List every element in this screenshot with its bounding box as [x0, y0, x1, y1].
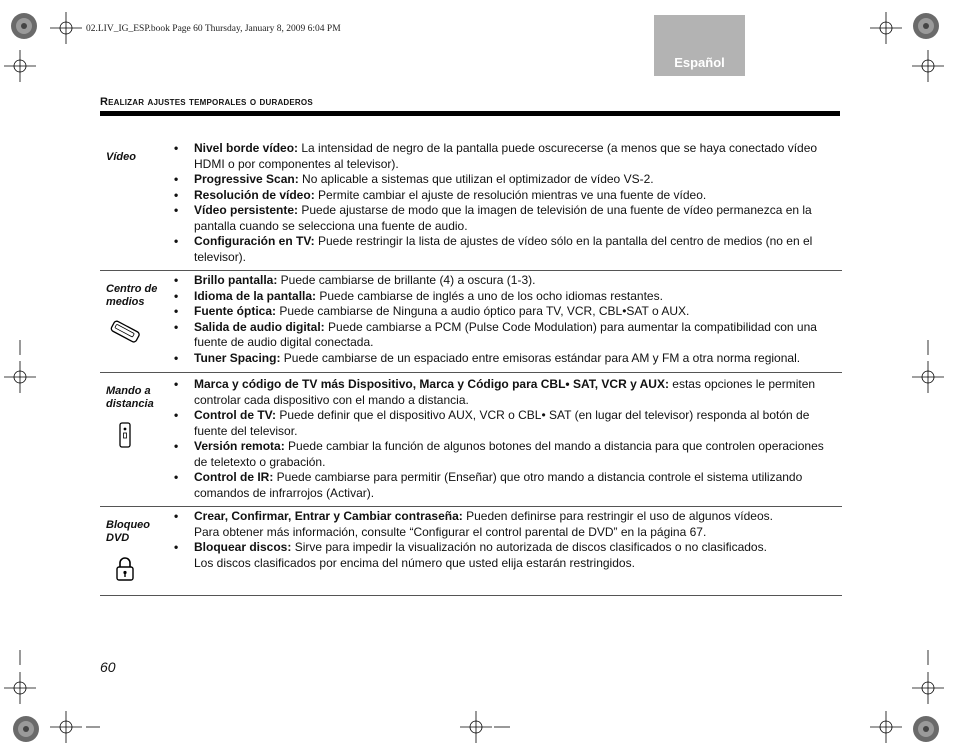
settings-list-video: [174, 141, 840, 265]
list-item: [174, 470, 840, 501]
crosshair-mark: [460, 711, 492, 743]
item-text: Puede cambiarse para permitir (Enseñar) que otro mando a distancia controle el sistema utilizando comandos de infrarrojos (Activar).: [194, 470, 803, 500]
print-header: 02.LIV_IG_ESP.book Page 60 Thursday, January 8, 2009 6:04 PM: [86, 24, 341, 34]
item-text: Puede ajustarse de modo que la imagen de televisión de una fuente de vídeo permanezca en la pantalla cuando se selecciona una fuente de audio.: [194, 203, 812, 233]
crosshair-mark: [4, 50, 36, 82]
remote-control-icon: [118, 422, 132, 448]
language-tab: [654, 15, 745, 76]
item-term: Salida de audio digital:: [194, 319, 325, 334]
category-dvd-lock: Bloqueo DVD: [106, 519, 150, 544]
item-term: Control de TV:: [194, 408, 276, 422]
lock-icon: [115, 556, 135, 582]
item-term: Marca y código de TV más Dispositivo, Marca y Código para CBL• SAT, VCR y AUX:: [194, 377, 669, 391]
list-item: [174, 289, 840, 305]
item-term: Tuner Spacing:: [194, 350, 281, 365]
settings-list-remote-control: [174, 377, 840, 501]
list-item: [174, 540, 840, 556]
crosshair-mark: [4, 361, 36, 393]
crosshair-mark: [870, 12, 902, 44]
section-divider: [100, 270, 842, 271]
item-term: Idioma de la pantalla:: [194, 288, 317, 303]
list-item: [174, 351, 840, 367]
corner-color-ball: [913, 13, 939, 39]
category-media-center: Centro de medios: [106, 283, 158, 308]
settings-list-dvd-lock: [174, 509, 840, 571]
crosshair-mark: [870, 711, 902, 743]
list-item: [174, 188, 840, 204]
list-item: [174, 304, 840, 320]
item-text: La intensidad de negro de la pantalla puede oscurecerse (a menos que se haya conectado vídeo HDMI o por componentes al televisor).: [194, 141, 818, 171]
item-term: Progressive Scan:: [194, 172, 299, 186]
item-text: Puede cambiar la función de algunos botones del mando a distancia para que controlen operaciones de teletexto o grabación.: [194, 439, 824, 469]
item-term: Crear, Confirmar, Entrar y Cambiar contraseña:: [194, 509, 463, 523]
list-item: [174, 439, 840, 470]
language-tab-label: Español: [674, 55, 725, 70]
crosshair-mark: [4, 672, 36, 704]
item-term: Brillo pantalla:: [194, 273, 278, 287]
item-term: Vídeo persistente:: [194, 203, 299, 217]
crosshair-mark: [912, 50, 944, 82]
settings-list-media-center: [174, 273, 840, 366]
list-item: [174, 377, 840, 408]
item-text: No aplicable a sistemas que utilizan el optimizador de vídeo VS-2.: [298, 172, 654, 186]
crosshair-mark: [912, 672, 944, 704]
item-text: estas opciones le permiten controlar cada dispositivo con el mando a distancia.: [194, 377, 816, 407]
item-text: Puede cambiarse a PCM (Pulse Code Modulation) para aumentar la compatibilidad con una fuente de audio digital conectada.: [194, 319, 817, 349]
section-divider: [100, 595, 842, 596]
list-item: [174, 172, 840, 188]
crosshair-mark: [50, 711, 82, 743]
item-text: Puede restringir la lista de ajustes de vídeo sólo en la pantalla del centro de medios (no en el televisor).: [194, 234, 813, 264]
list-item: [174, 273, 840, 289]
page-number: 60: [100, 659, 116, 675]
list-item: [174, 320, 840, 351]
list-item-note: Para obtener más información, consulte “Configurar el control parental de DVD” en la página 67.: [194, 524, 707, 539]
corner-color-ball: [11, 13, 37, 39]
item-text: Puede cambiarse de inglés a uno de los ocho idiomas restantes.: [316, 288, 663, 303]
crosshair-mark: [912, 361, 944, 393]
item-term: Resolución de vídeo:: [194, 187, 315, 202]
list-item: [174, 141, 840, 172]
item-text: Permite cambiar el ajuste de resolución mientras ve una fuente de vídeo.: [314, 187, 707, 202]
section-title: Realizar ajustes temporales o duraderos: [100, 96, 313, 108]
item-term: Control de IR:: [194, 470, 274, 484]
list-item: [174, 203, 840, 234]
corner-color-ball: [13, 716, 39, 742]
list-item: [174, 509, 840, 525]
item-term: Nivel borde vídeo:: [194, 141, 299, 155]
item-term: Configuración en TV:: [194, 234, 315, 248]
list-item: [174, 408, 840, 439]
corner-color-ball: [913, 716, 939, 742]
crosshair-mark: [50, 12, 82, 44]
item-text: Puede cambiarse de un espaciado entre emisoras estándar para AM y FM a otra norma regional.: [280, 350, 801, 365]
category-video: Vídeo: [106, 151, 136, 163]
item-text: Puede cambiarse de Ninguna a audio óptico para TV, VCR, CBL•SAT o AUX.: [276, 304, 690, 318]
item-text: Puede definir que el dispositivo AUX, VCR o CBL• SAT (en lugar del televisor) responda al botón de fuente del televisor.: [194, 408, 810, 438]
item-term: Bloquear discos:: [194, 540, 292, 554]
title-rule: [100, 111, 840, 116]
list-item: [174, 234, 840, 265]
item-term: Fuente óptica:: [194, 304, 277, 318]
item-text: Puede cambiarse de brillante (4) a oscura (1-3).: [277, 273, 536, 287]
section-divider: [100, 372, 842, 373]
section-divider: [100, 506, 842, 507]
list-item-note: Los discos clasificados por encima del número que usted elija estarán restringidos.: [194, 555, 635, 570]
media-center-icon: [108, 320, 142, 344]
category-remote-control: Mando a distancia: [106, 385, 154, 410]
item-text: Pueden definirse para restringir el uso de algunos vídeos.: [462, 509, 773, 523]
item-text: Sirve para impedir la visualización no autorizada de discos clasificados o no clasificados.: [291, 540, 767, 554]
item-term: Versión remota:: [194, 439, 285, 453]
